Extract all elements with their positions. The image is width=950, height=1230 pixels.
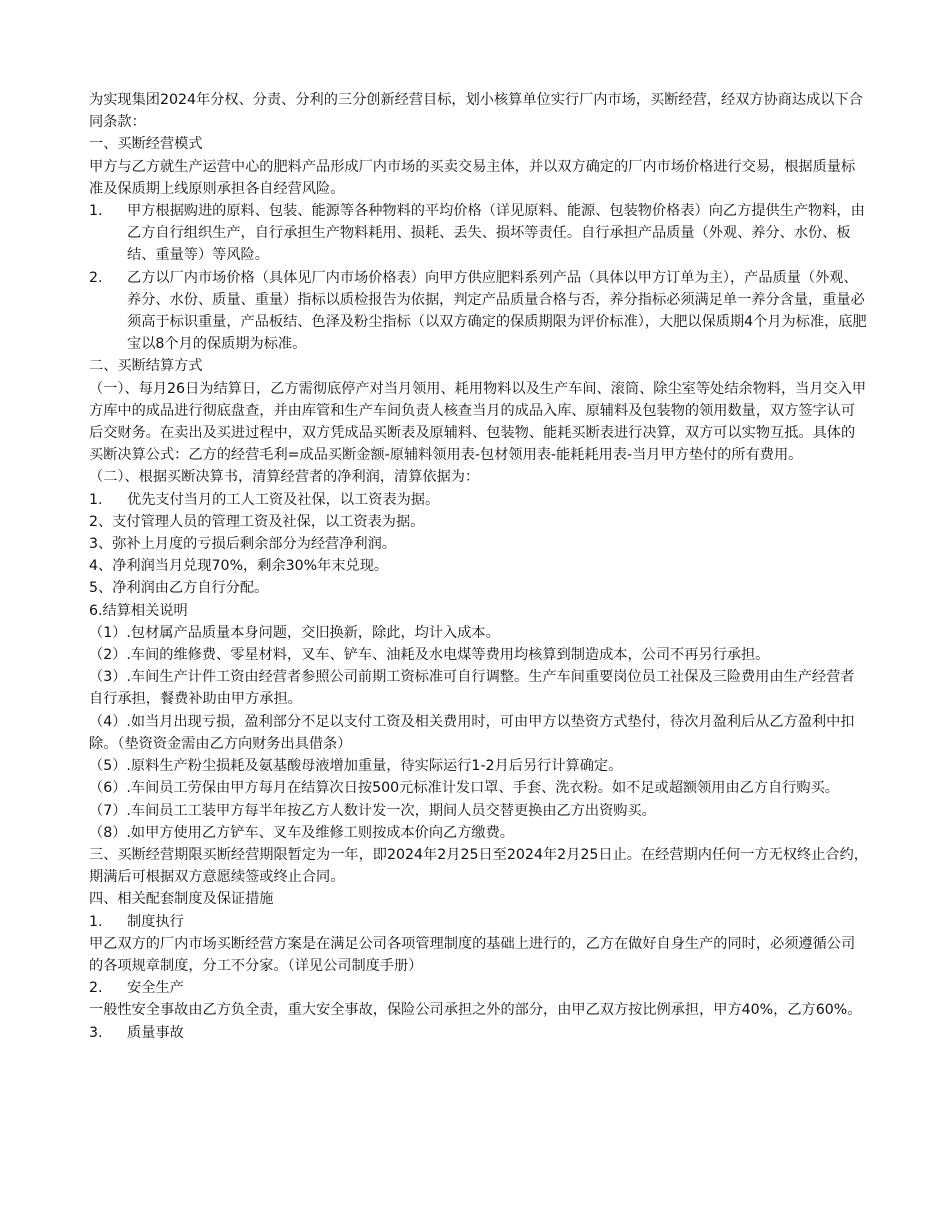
settlement-note: （6）.车间员工劳保由甲方每月在结算次日按500元标准计发口罩、手套、洗衣粉。如不足或超额领用由乙方自行购买。 xyxy=(89,780,839,797)
section-4-subheading xyxy=(89,911,868,933)
settlement-note: （7）.车间员工工装甲方每半年按乙方人数计发一次，期间人员交替更换由乙方出资购买。 xyxy=(89,802,656,819)
section-1-item xyxy=(89,267,868,356)
settlement-note: （8）.如甲方使用乙方铲车、叉车及维修工则按成本价向乙方缴费。 xyxy=(89,824,514,841)
section-4-subheading xyxy=(89,977,868,999)
item-text: 乙方以厂内市场价格（具体见厂内市场价格表）向甲方供应肥料系列产品（具体以甲方订单为主），产品质量（外观、养分、水份、质量、重量）指标以质检报告为依据，判定产品质量合格与否，养分指标必须满足单一养分含量，重量必须高于标识重量，产品板结、色泽及粉尘指标（以双方确定的保质期限为评价标准），大肥以保质期4个月为标准，底肥宝以8个月的保质期为标准。 xyxy=(127,269,867,353)
item-number: 1. xyxy=(89,913,103,930)
section-4-paragraph: 一般性安全事故由乙方负全责，重大安全事故，保险公司承担之外的部分，由甲乙双方按比例承担，甲方40%，乙方60%。 xyxy=(89,1002,862,1019)
section-2-line: 4、净利润当月兑现70%，剩余30%年末兑现。 xyxy=(89,558,389,575)
settlement-note: （3）.车间生产计件工资由经营者参照公司前期工资标准可自行调整。生产车间重要岗位员工社保及三险费用由生产经营者自行承担，餐费补助由甲方承担。 xyxy=(89,669,855,708)
intro-paragraph: 为实现集团2024年分权、分责、分利的三分创新经营目标，划小核算单位实行厂内市场，买断经营，经双方协商达成以下合同条款： xyxy=(89,92,863,131)
settlement-note: （5）.原料生产粉尘损耗及氨基酸母液增加重量，待实际运行1-2月后另行计算确定。 xyxy=(89,758,623,775)
section-4-heading: 四、相关配套制度及保证措施 xyxy=(89,891,274,908)
section-2-item xyxy=(89,489,868,511)
section-1-item xyxy=(89,200,868,267)
settlement-note: （4）.如当月出现亏损，盈利部分不足以支付工资及相关费用时，可由甲方以垫资方式垫付，待次月盈利后从乙方盈利中扣除。（垫资资金需由乙方向财务出具借条） xyxy=(89,713,855,752)
section-3-paragraph: 三、买断经营期限买断经营期限暂定为一年，即2024年2月25日至2024年2月25日止。在经营期内任何一方无权终止合约，期满后可根据双方意愿续签或终止合同。 xyxy=(89,846,868,886)
section-2-line: 3、弥补上月度的亏损后剩余部分为经营净利润。 xyxy=(89,536,396,553)
section-1-paragraph: 甲方与乙方就生产运营中心的肥料产品形成厂内市场的买卖交易主体，并以双方确定的厂内市场价格进行交易，根据质量标准及保质期上线原则承担各自经营风险。 xyxy=(89,158,856,197)
settlement-note: （2）.车间的维修费、零星材料，叉车、铲车、油耗及水电煤等费用均核算到制造成本，公司不再另行承担。 xyxy=(89,647,770,664)
settlement-note: （1）.包材属产品质量本身问题，交旧换新，除此，均计入成本。 xyxy=(89,624,500,641)
item-text: 安全生产 xyxy=(127,980,184,997)
item-text: 甲方根据购进的原料、包装、能源等各种物料的平均价格（详见原料、能源、包装物价格表）向乙方提供生产物料，由乙方自行组织生产，自行承担生产物料耗用、损耗、丢失、损坏等责任。自行承担产品质量（外观、养分、水份、板结、重量等）等风险。 xyxy=(127,203,865,264)
section-2-line: 2、支付管理人员的管理工资及社保，以工资表为据。 xyxy=(89,513,425,530)
section-4-paragraph: 甲乙双方的厂内市场买断经营方案是在满足公司各项管理制度的基础上进行的，乙方在做好自身生产的同时，必须遵循公司的各项规章制度，分工不分家。（详见公司制度手册） xyxy=(89,935,856,974)
item-number: 2. xyxy=(89,269,103,286)
section-2-heading: 二、买断结算方式 xyxy=(89,358,203,375)
item-number: 2. xyxy=(89,980,103,997)
section-1-heading: 一、买断经营模式 xyxy=(89,136,203,153)
item-text: 优先支付当月的工人工资及社保，以工资表为据。 xyxy=(127,491,440,508)
item-number: 3. xyxy=(89,1024,103,1041)
item-number: 1. xyxy=(89,491,103,508)
section-2-paragraph-2: （二）、根据买断决算书，清算经营者的净利润，清算依据为： xyxy=(89,469,480,486)
item-text: 质量事故 xyxy=(127,1024,184,1041)
section-2-line: 6.结算相关说明 xyxy=(89,602,188,619)
section-2-line: 5、净利润由乙方自行分配。 xyxy=(89,580,269,597)
section-2-paragraph-1: （一）、每月26日为结算日，乙方需彻底停产对当月领用、耗用物料以及生产车间、滚筒、除尘室等处结余物料，当月交入甲方库中的成品进行彻底盘查，并由库管和生产车间负责人核查当月的成品入库、原辅料及包装物的领用数量，双方签字认可后交财务。在卖出及买进过程中，双方凭成品买断表及原辅料、包装物、能耗买断表进行决算，双方可以实物互抵。具体的买断决算公式：乙方的经营毛利=成品买断金额-原辅料领用表-包材领用表-能耗耗用表-当月甲方垫付的所有费用。 xyxy=(89,380,867,464)
item-number: 1. xyxy=(89,203,103,220)
item-text: 制度执行 xyxy=(127,913,184,930)
section-4-subheading xyxy=(89,1022,868,1044)
